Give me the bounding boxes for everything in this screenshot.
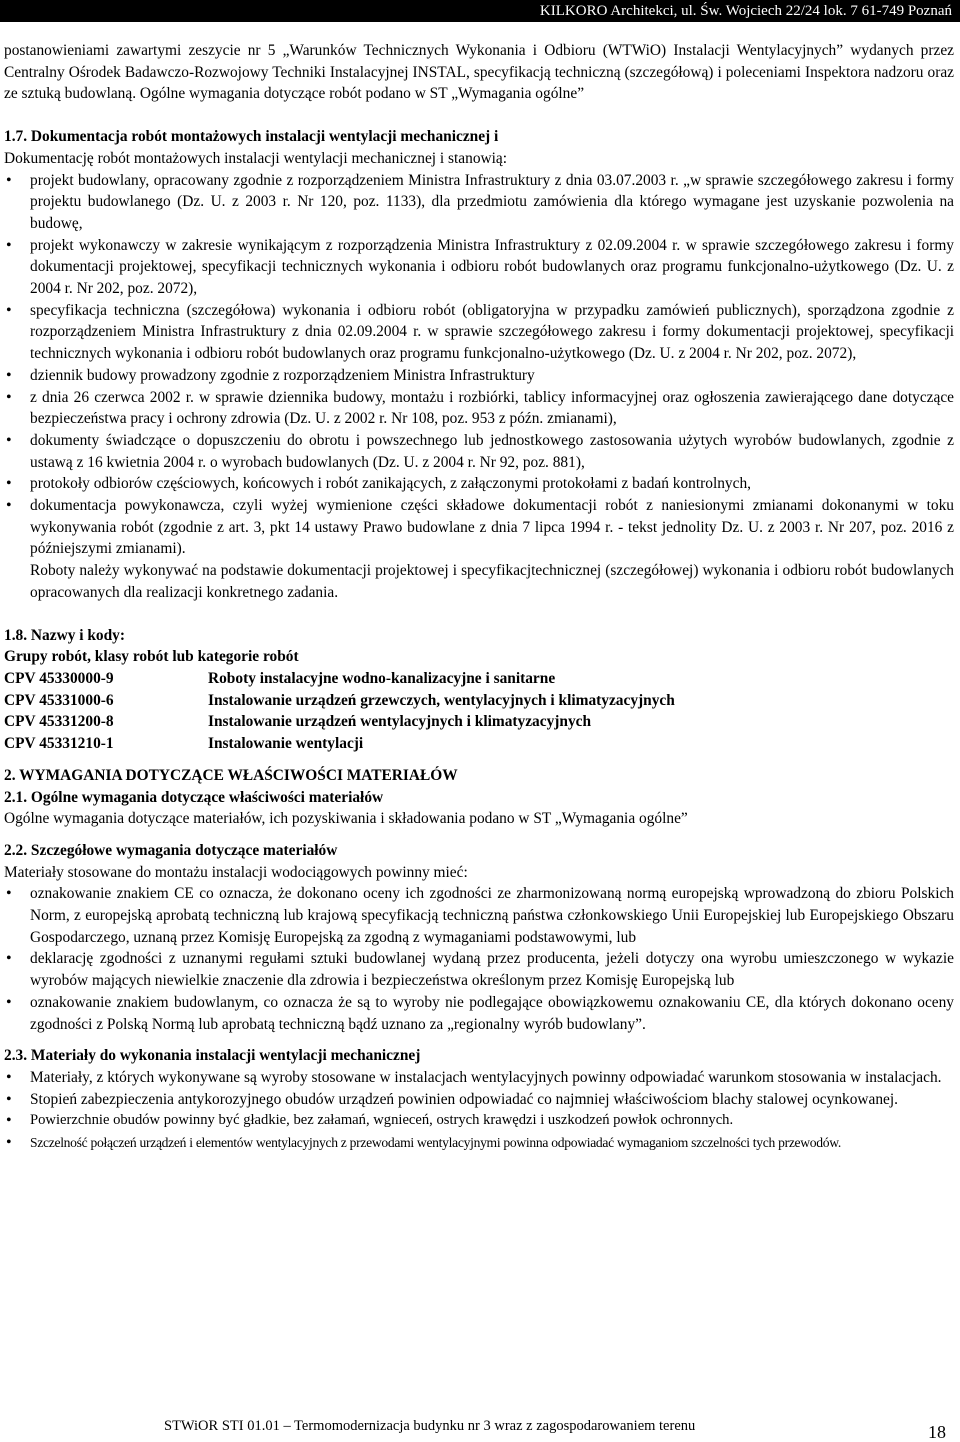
list-item: • Stopień zabezpieczenia antykorozyjnego obudów urządzeń powinien odpowiadać co najmniej właściwościom blachy stalowej ocynkowanej. bbox=[4, 1089, 954, 1111]
section-2-1-text: Ogólne wymagania dotyczące materiałów, ich pozyskiwania i składowania podano w ST „Wymagania ogólne” bbox=[4, 810, 688, 828]
section-2-3-heading: 2.3. Materiały do wykonania instalacji wentylacji mechanicznej bbox=[4, 1047, 421, 1065]
section-2-1-heading: 2.1. Ogólne wymagania dotyczące właściwości materiałów bbox=[4, 788, 384, 806]
footer-text: STWiOR STI 01.01 – Termomodernizacja budynku nr 3 wraz z zagospodarowaniem terenu bbox=[164, 1418, 696, 1434]
cpv-code: CPV 45331210-1 bbox=[4, 735, 114, 753]
page-content bbox=[4, 40, 954, 1154]
list-item: • oznakowanie znakiem CE co oznacza, że dokonano oceny ich zgodności ze zharmonizowaną normą europejską wprowadzoną do zbioru Polskich Norm, z europejską aprobatą techniczną lub krajową specyfikacją techniczną państwa członkowskiego Unii Europejskiej lub Europejskiego Obszaru Gospodarczego, uznaną przez Komisję Europejską za zgodną z wymaganiami podstawowymi, lub bbox=[4, 883, 954, 948]
header-text: KILKORO Architekci, ul. Św. Wojciech 22/24 lok. 7 61-749 Poznań bbox=[539, 3, 952, 19]
list-item: • specyfikacja techniczna (szczegółowa) wykonania i odbioru robót (obligatoryjna w przypadku zamówień publicznych), sporządzona zgodnie z rozporządzeniem Ministra Infrastruktury z dnia 02.09.2004 r. w sprawie szczegółowego zakresu i formy dokumentacji projektowej, specyfikacji technicznych wykonania i odbioru robót budowlanych oraz programu funkcjonalno-użytkowego (Dz. U. z 2004 r. Nr 202, poz. 2072), bbox=[4, 300, 954, 365]
list-item: • Szczelność połączeń urządzeń i elementów wentylacyjnych z przewodami wentylacyjnymi powinna odpowiadać wymaganiom szczelności tych przewodów. bbox=[4, 1132, 954, 1154]
cpv-code: CPV 45331200-8 bbox=[4, 713, 114, 731]
list-item: • oznakowanie znakiem budowlanym, co oznacza że są to wyroby nie podlegające obowiązkowemu oznakowaniu CE, dla których dokonano oceny zgodności z Polską Normą lub aprobatą techniczną bądź uznano za „regionalny wyrób budowlany”. bbox=[4, 992, 954, 1035]
section-1-7-lead: Dokumentację robót montażowych instalacji wentylacji mechanicznej i stanowią: bbox=[4, 149, 508, 167]
list-item: • dokumentacja powykonawcza, czyli wyżej wymienione części składowe dokumentacji robót z naniesionymi zmianami dokonanymi w toku wykonywania robót (zgodnie z art. 3, pkt 14 ustawy Prawo budowlane z dnia 7 lipca 1994 r. - tekst jednolity Dz. U. z 2003 r. Nr 207, poz. 2016 z późniejszymi zmianami). bbox=[4, 495, 954, 560]
table-row bbox=[4, 711, 675, 733]
cpv-name: Instalowanie wentylacji bbox=[208, 735, 364, 753]
section-1-8-heading: 1.8. Nazwy i kody: bbox=[4, 626, 125, 644]
cpv-name: Roboty instalacyjne wodno-kanalizacyjne i sanitarne bbox=[208, 669, 556, 687]
spacer bbox=[4, 1035, 954, 1045]
cpv-code: CPV 45330000-9 bbox=[4, 669, 114, 687]
cpv-name: Instalowanie urządzeń wentylacyjnych i klimatyzacyjnych bbox=[208, 713, 592, 731]
cpv-name: Instalowanie urządzeń grzewczych, wentylacyjnych i klimatyzacyjnych bbox=[208, 691, 675, 709]
section-2-2-heading: 2.2. Szczegółowe wymagania dotyczące materiałów bbox=[4, 841, 338, 859]
section-2-2-lead: Materiały stosowane do montażu instalacji wodociągowych powinny mieć: bbox=[4, 863, 468, 881]
list-item: • dokumenty świadczące o dopuszczeniu do obrotu i powszechnego lub jednostkowego zastosowania użytych wyrobów budowlanych, zgodnie z ustawą z 16 kwietnia 2004 r. o wyrobach budowlanych (Dz. U. z 2004 r. Nr 92, poz. 881), bbox=[4, 430, 954, 473]
list-item: • projekt wykonawczy w zakresie wynikającym z rozporządzenia Ministra Infrastruktury z 02.09.2004 r. w sprawie szczegółowego zakresu i formy dokumentacji projektowej, specyfikacji technicznych wykonania i odbioru robót budowlanych oraz programu funkcjonalno-użytkowego (Dz. U. z 2004 r. Nr 202, poz. 2072), bbox=[4, 235, 954, 300]
documentation-list bbox=[4, 170, 954, 561]
page-number: 18 bbox=[928, 1422, 946, 1442]
cpv-code: CPV 45331000-6 bbox=[4, 691, 114, 709]
spacer bbox=[4, 830, 954, 840]
section-1-8-subheading: Grupy robót, klasy robót lub kategorie robót bbox=[4, 648, 299, 666]
section-1-7-closing: Roboty należy wykonywać na podstawie dokumentacji projektowej i specyfikacjtechnicznej (szczegółowej) wykonania i odbioru robót budowlanych opracowanych dla realizacji konkretnego zadania. bbox=[30, 562, 954, 601]
list-item: • deklarację zgodności z uznanymi regułami sztuki budowlanej wydaną przez producenta, jeżeli dotyczy ona wyrobu umieszczonego w wykazie wyrobów mających niewielkie znaczenie dla zdrowia i bezpieczeństwa określonym przez Komisję Europejską lub bbox=[4, 948, 954, 991]
list-item: • projekt budowlany, opracowany zgodnie z rozporządzeniem Ministra Infrastruktury z dnia 03.07.2003 r. „w sprawie szczegółowego zakresu i formy projektu budowlanego (Dz. U. z 2003 r. Nr 120, poz. 1133), dla przedmiotu zamówienia dla którego wymagane jest uzyskanie pozwolenia na budowę, bbox=[4, 170, 954, 235]
material-requirements-list bbox=[4, 883, 954, 1035]
cpv-codes-table bbox=[4, 668, 675, 755]
list-item: • z dnia 26 czerwca 2002 r. w sprawie dziennika budowy, montażu i rozbiórki, tablicy informacyjnej oraz ogłoszenia zawierającego dane dotyczące bezpieczeństwa pracy i ochrony zdrowia (Dz. U. z 2002 r. Nr 108, poz. 953 z późn. zmianami), bbox=[4, 387, 954, 430]
list-item: • Powierzchnie obudów powinny być gładkie, bez załamań, wgnieceń, ostrych krawędzi i uszkodzeń powłok ochronnych. bbox=[4, 1110, 954, 1132]
table-row bbox=[4, 690, 675, 712]
list-item: • dziennik budowy prowadzony zgodnie z rozporządzeniem Ministra Infrastruktury bbox=[4, 365, 954, 387]
page-header bbox=[0, 0, 960, 22]
ventilation-materials-list bbox=[4, 1067, 954, 1154]
spacer bbox=[4, 604, 954, 625]
section-1-7-heading: 1.7. Dokumentacja robót montażowych instalacji wentylacji mechanicznej i bbox=[4, 128, 499, 146]
table-row bbox=[4, 668, 675, 690]
spacer bbox=[4, 105, 954, 126]
section-2-heading: 2. WYMAGANIA DOTYCZĄCE WŁAŚCIWOŚCI MATERIAŁÓW bbox=[4, 766, 458, 784]
list-item: • protokoły odbiorów częściowych, końcowych i robót zanikających, z załączonymi protokołami z badań kontrolnych, bbox=[4, 473, 954, 495]
spacer bbox=[4, 755, 954, 765]
table-row bbox=[4, 733, 675, 755]
list-item: • Materiały, z których wykonywane są wyroby stosowane w instalacjach wentylacyjnych powinny odpowiadać warunkom stosowania w instalacjach. bbox=[4, 1067, 954, 1089]
intro-paragraph: postanowieniami zawartymi zeszycie nr 5 „Warunków Technicznych Wykonania i Odbioru (WTWiO) Instalacji Wentylacyjnych” wydanych przez Centralny Ośrodek Badawczo-Rozwojowy Techniki Instalacyjnej INSTAL, specyfikacją techniczną (szczegółową) i poleceniami Inspektora nadzoru oraz ze sztuką budowlaną. Ogólne wymagania dotyczące robót podano w ST „Wymagania ogólne” bbox=[4, 42, 954, 103]
